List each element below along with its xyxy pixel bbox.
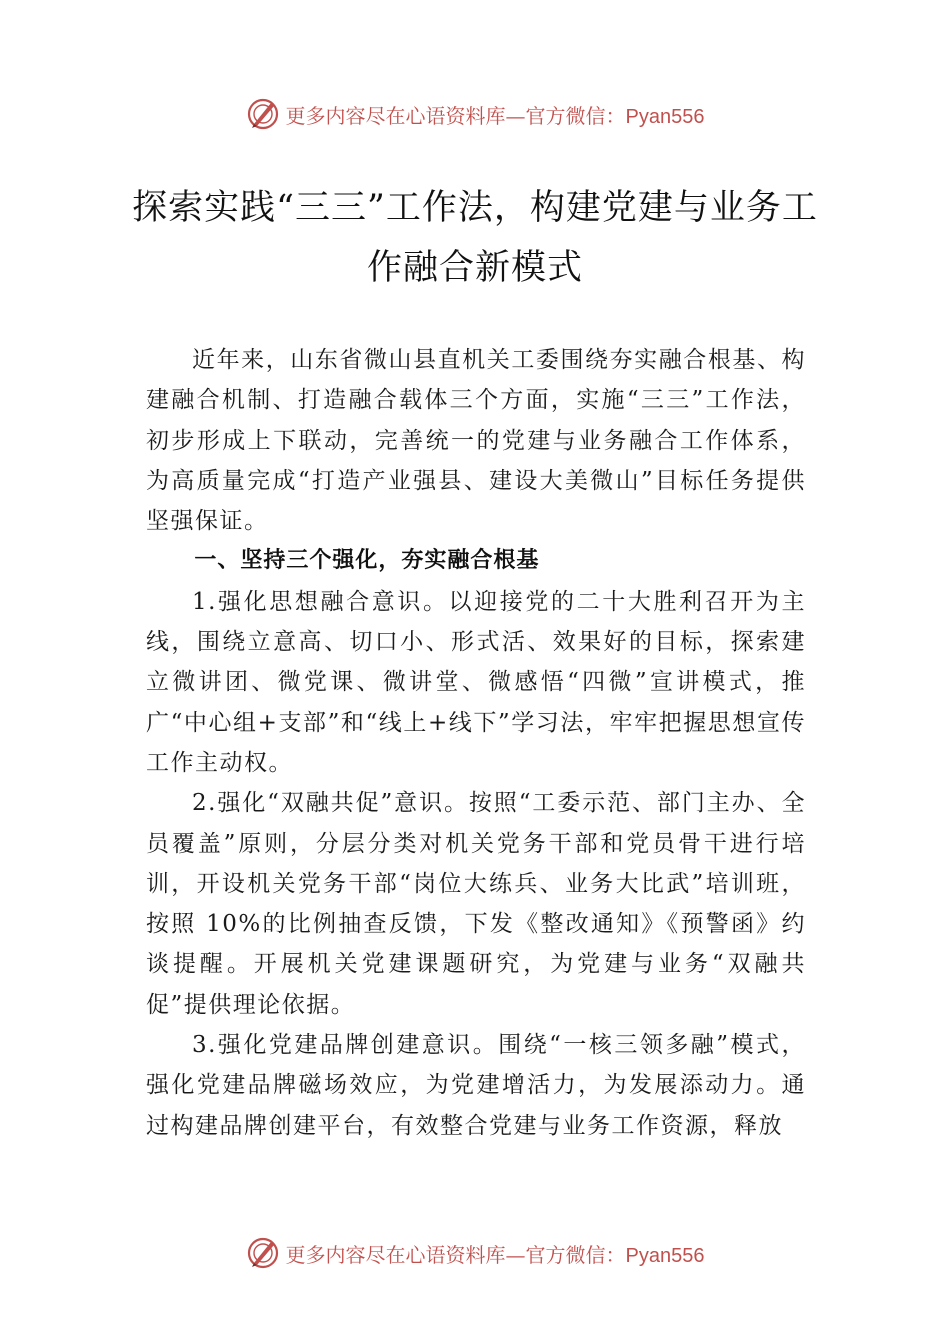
watermark-text: 更多内容尽在心语资料库—官方微信：Pyan556: [285, 1242, 705, 1267]
list-item-3: 3.强化党建品牌创建意识。围绕“一核三领多融”模式，强化党建品牌磁场效应，为党建增活力，为发展添动力。通过构建品牌创建平台，有效整合党建与业务工作资源，释放: [146, 1032, 806, 1139]
footer-watermark: [0, 1233, 950, 1273]
document-body: [146, 340, 806, 1146]
list-item-2: 2.强化“双融共促”意识。按照“工委示范、部门主办、全员覆盖”原则，分层分类对机关党务干部和党员骨干进行培训，开设机关党务干部“岗位大练兵、业务大比武”培训班，按照 10%的比例抽查反馈，下发《整改通知》《预警函》约谈提醒。开展机关党建课题研究，为党建与业务“双融共促”提供理论依据。: [146, 790, 806, 1018]
watermark-wechat-id: Pyan556: [625, 1244, 705, 1267]
pen-logo-icon: [246, 97, 280, 131]
section-heading: 一、坚持三个强化，夯实融合根基: [194, 548, 540, 574]
header-watermark: [0, 94, 950, 134]
watermark-wechat-id: Pyan556: [625, 105, 705, 128]
list-item-1: 1.强化思想融合意识。以迎接党的二十大胜利召开为主线，围绕立意高、切口小、形式活、效果好的目标，探索建立微讲团、微党课、微讲堂、微感悟“四微”宣讲模式，推广“中心组+支部”和“线上+线下”学习法，牢牢把握思想宣传工作主动权。: [146, 588, 806, 776]
intro-paragraph: 近年来，山东省微山县直机关工委围绕夯实融合根基、构建融合机制、打造融合载体三个方面，实施“三三”工作法，初步形成上下联动，完善统一的党建与业务融合工作体系，为高质量完成“打造产业强县、建设大美微山”目标任务提供坚强保证。: [146, 347, 806, 535]
document-title: 探索实践“三三”工作法，构建党建与业务工作融合新模式: [132, 188, 818, 288]
pen-logo-icon: [246, 1236, 280, 1270]
watermark-text: 更多内容尽在心语资料库—官方微信：Pyan556: [285, 103, 705, 128]
